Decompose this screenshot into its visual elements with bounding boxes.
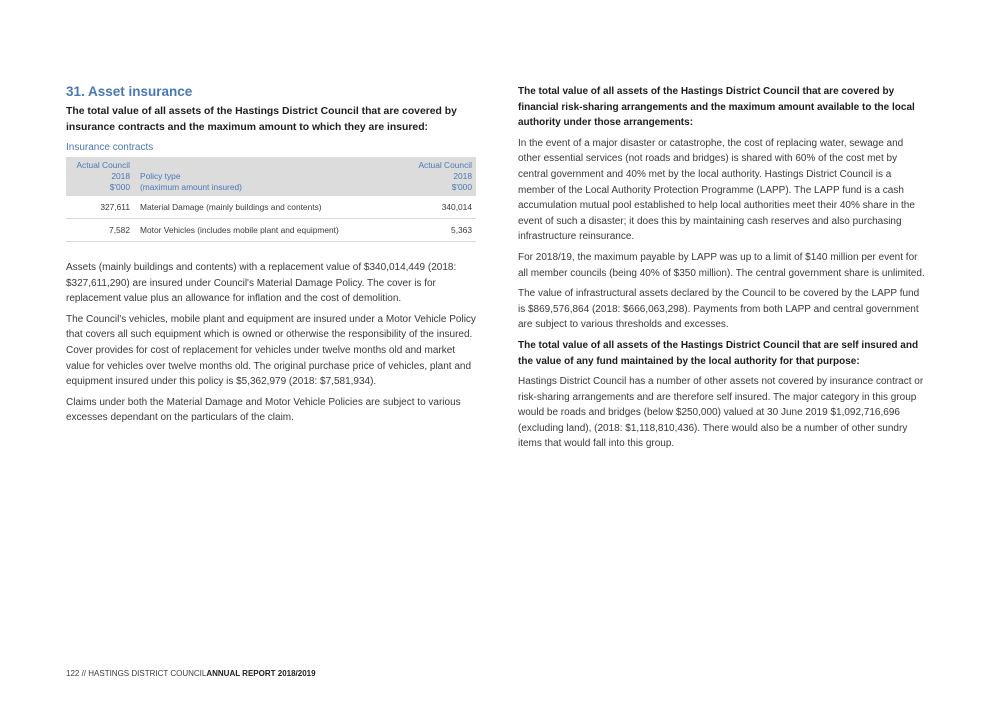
row-prior-value: 7,582 [66, 219, 134, 242]
section-title: 31. Asset insurance [66, 84, 193, 99]
footer-page-number: 122 // HASTINGS DISTRICT COUNCIL [66, 669, 207, 678]
row-policy-type: Motor Vehicles (includes mobile plant and equipment) [134, 219, 388, 242]
header-current-year: Actual Council 2018 $'000 [418, 160, 472, 192]
table-row [66, 219, 476, 242]
table-header-row [66, 157, 476, 196]
page-footer [66, 669, 316, 678]
table-row [66, 196, 476, 219]
risk-sharing-lead: The total value of all assets of the Hastings District Council that are covered by financial risk-sharing arrangements and the maximum amount available to the local authority under those arrangements: [518, 86, 915, 129]
row-policy-type: Material Damage (mainly buildings and contents) [134, 196, 388, 219]
claims-paragraph: Claims under both the Material Damage and Motor Vehicle Policies are subject to various excesses dependant on the particulars of the claim. [66, 396, 461, 424]
header-prior-year: Actual Council 2018 $'000 [76, 160, 130, 192]
material-damage-paragraph: Assets (mainly buildings and contents) with a replacement value of $340,014,449 (2018: $327,611,290) are insured under Council's Material Damage Policy. The cover is for replacement value plus an allowance for inflation and the cost of demolition. [66, 262, 457, 305]
infrastructure-value-paragraph: The value of infrastructural assets declared by the Council to be covered by the LAPP fund is $869,576,864 (2018: $666,063,298). Payments from both LAPP and central government are subject to various thresholds and excesses. [518, 288, 920, 331]
row-current-value: 340,014 [388, 196, 476, 219]
header-policy-type: Policy type (maximum amount insured) [140, 171, 242, 192]
insurance-contracts-table [66, 157, 476, 242]
row-prior-value: 327,611 [66, 196, 134, 219]
lapp-limit-paragraph: For 2018/19, the maximum payable by LAPP was up to a limit of $140 million per event for all member councils (being 40% of $350 million). The central government share is unlimited. [518, 251, 925, 279]
insurance-lead: The total value of all assets of the Hastings District Council that are covered by insurance contracts and the maximum amount to which they are insured: [66, 106, 457, 133]
disaster-paragraph: In the event of a major disaster or catastrophe, the cost of replacing water, sewage and other essential services (not roads and bridges) is shared with 60% of the cost met by central government and 40% met by the local authority. Hastings District Council is a member of the Local Authority Protection Programme (LAPP). The LAPP fund is a cash accumulation mutual pool established to help local authorities meet their 40% share in the event of such a disaster; it does this by maintaining cash reserves and also purchasing infrastructure reinsurance. [518, 137, 915, 243]
table-caption: Insurance contracts [66, 142, 154, 153]
left-column [66, 84, 476, 431]
self-insured-lead: The total value of all assets of the Hastings District Council that are self insured and the value of any fund maintained by the local authority for that purpose: [518, 339, 919, 367]
motor-vehicle-paragraph: The Council's vehicles, mobile plant and equipment are insured under a Motor Vehicle Policy that covers all such equipment which is owned or otherwise the responsibility of the insured. Cover provides for cost of replacement for vehicles under twelve months old and market value for vehicles over twelve months old. The original purchase price of vehicles, plant and equipment insured under this policy is $5,362,979 (2018: $7,581,934). [66, 313, 476, 388]
self-insured-paragraph: Hastings District Council has a number of other assets not covered by insurance contract or risk-sharing arrangements and are therefore self insured. The major category in this group would be roads and bridges (below $250,000) valued at 30 June 2019 $1,092,716,696 (excluding land), (2018: $1,118,810,436). There would also be a number of other sundry items that would fall into this group. [518, 376, 924, 450]
footer-report-title: ANNUAL REPORT 2018/2019 [206, 669, 316, 678]
row-current-value: 5,363 [388, 219, 476, 242]
right-column [518, 84, 928, 457]
